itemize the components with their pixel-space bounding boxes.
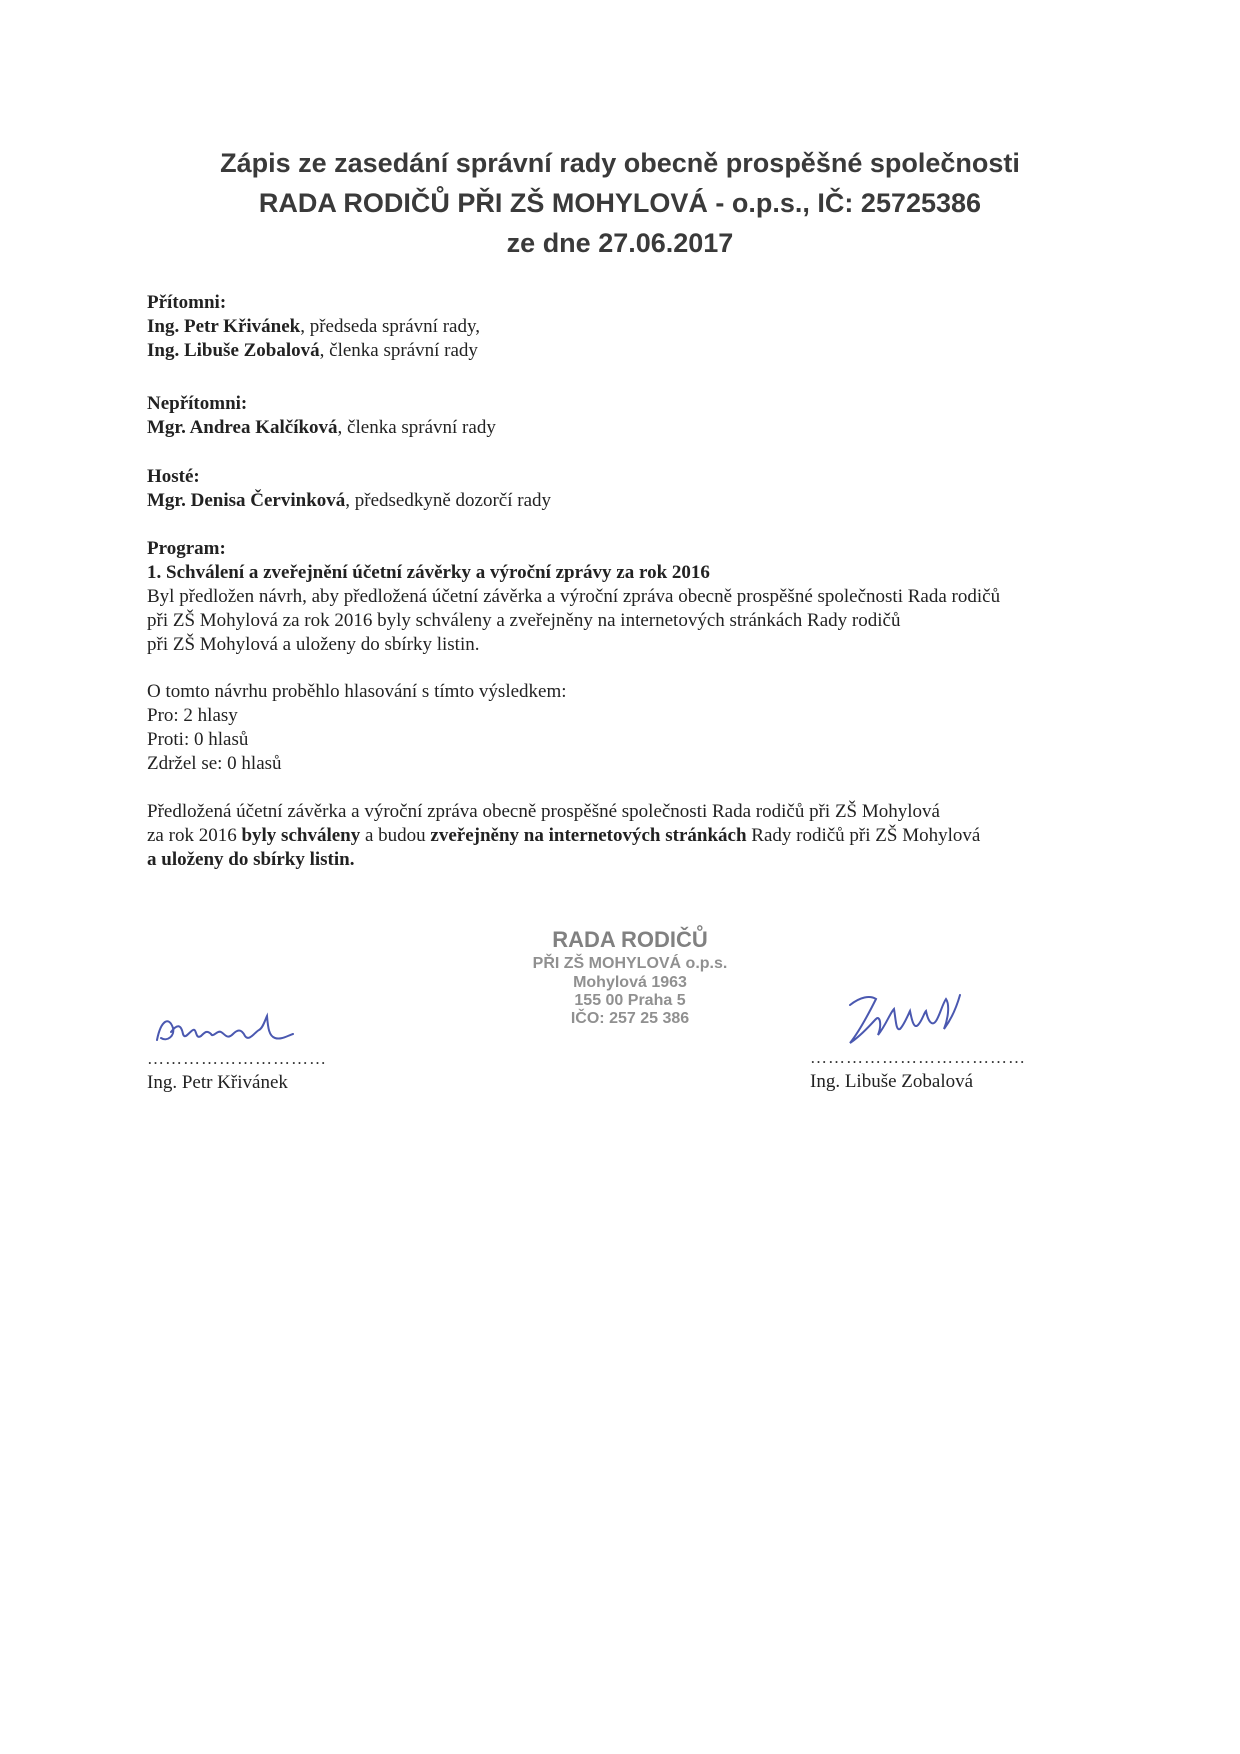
- resolution-line-1: Předložená účetní závěrka a výroční zpráva obecně prospěšné společnosti Rada rodičů při ZŠ Mohylová: [147, 801, 940, 822]
- vote-against: Proti: 0 hlasů: [147, 729, 249, 750]
- signature-block-right: [810, 985, 1026, 1093]
- member-role: , předsedkyně dozorčí rady: [345, 490, 552, 511]
- present-member: [147, 339, 1107, 363]
- stamp-line-3: Mohylová 1963: [573, 974, 687, 991]
- member-role: , členka správní rady: [319, 340, 478, 361]
- resolution-text: Rady rodičů při ZŠ Mohylová: [746, 825, 981, 846]
- resolution-line-3: a uloženy do sbírky listin.: [147, 849, 355, 870]
- vote-intro: O tomto návrhu proběhlo hlasování s tímto výsledkem:: [147, 681, 567, 702]
- signature-name-right: Ing. Libuše Zobalová: [810, 1071, 974, 1092]
- guests-heading: Hosté:: [147, 466, 200, 487]
- resolution-text: za rok 2016: [147, 825, 242, 846]
- title-line-3: ze dne 27.06.2017: [506, 228, 734, 258]
- signature-dots-right: ………………………………: [810, 1048, 1026, 1067]
- title-line-2: RADA RODIČŮ PŘI ZŠ MOHYLOVÁ - o.p.s., IČ: 25725386: [258, 188, 982, 218]
- guests-section: [147, 465, 1107, 513]
- signature-dots-left: …………………………: [147, 1049, 327, 1068]
- signature-name-left: Ing. Petr Křivánek: [147, 1072, 288, 1093]
- member-name: Ing. Petr Křivánek: [147, 316, 301, 337]
- program-heading: Program:: [147, 538, 226, 559]
- resolution-emphasis: byly schváleny: [241, 825, 361, 846]
- vote-section: [147, 680, 1107, 776]
- resolution-section: [147, 800, 1107, 872]
- member-name: Mgr. Denisa Červinková: [147, 490, 346, 511]
- absent-member: [147, 416, 1107, 440]
- stamp-line-5: IČO: 257 25 386: [570, 1010, 690, 1027]
- resolution-emphasis: zveřejněny na internetových stránkách: [430, 825, 747, 846]
- absent-section: [147, 392, 1107, 440]
- title-line-1: Zápis ze zasedání správní rady obecně prospěšné společnosti: [220, 148, 1020, 178]
- signature-left-handwriting: [147, 1010, 307, 1052]
- program-section: [147, 537, 1107, 657]
- proposal-line: při ZŠ Mohylová za rok 2016 byly schváleny a zveřejněny na internetových stránkách Rady rodičů: [147, 610, 901, 631]
- member-role: , členka správní rady: [337, 417, 496, 438]
- program-item-title: 1. Schválení a zveřejnění účetní závěrky a výroční zprávy za rok 2016: [147, 562, 710, 583]
- resolution-text: a budou: [360, 825, 431, 846]
- vote-abstained: Zdržel se: 0 hlasů: [147, 753, 282, 774]
- present-member: [147, 315, 1107, 339]
- stamp-line-2: PŘI ZŠ MOHYLOVÁ o.p.s.: [532, 955, 728, 972]
- member-name: Ing. Libuše Zobalová: [147, 340, 320, 361]
- vote-for: Pro: 2 hlasy: [147, 705, 238, 726]
- member-name: Mgr. Andrea Kalčíková: [147, 417, 338, 438]
- stamp-line-4: 155 00 Praha 5: [574, 992, 686, 1009]
- organization-stamp: [490, 925, 750, 1035]
- present-heading: Přítomni:: [147, 292, 227, 313]
- proposal-line: Byl předložen návrh, aby předložená účetní závěrka a výroční zpráva obecně prospěšné společnosti Rada rodičů: [147, 586, 1001, 607]
- signature-right-handwriting: [810, 985, 990, 1051]
- absent-heading: Nepřítomni:: [147, 393, 248, 414]
- signature-block-left: [147, 1010, 327, 1094]
- guest-member: [147, 489, 1107, 513]
- present-section: [147, 291, 1107, 363]
- stamp-line-1: RADA RODIČŮ: [552, 927, 708, 952]
- member-role: , předseda správní rady,: [300, 316, 480, 337]
- resolution-line-2: [147, 824, 1107, 848]
- proposal-line: při ZŠ Mohylová a uloženy do sbírky listin.: [147, 634, 480, 655]
